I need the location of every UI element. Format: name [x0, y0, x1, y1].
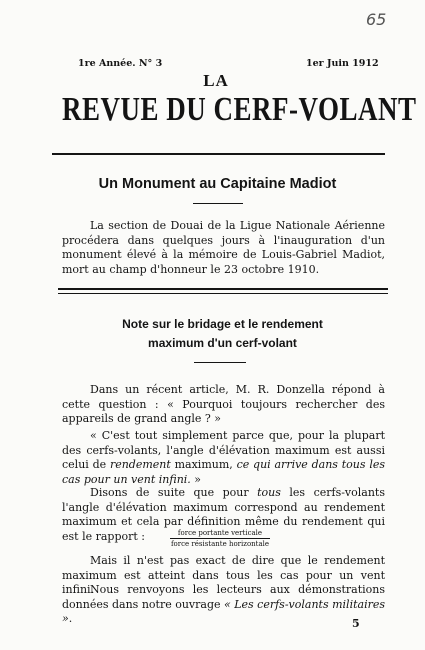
- fraction-numerator: force portante verticale: [170, 528, 270, 539]
- paragraph-quote: [62, 429, 385, 487]
- section-divider-bottom: [58, 293, 388, 294]
- article2-title-line2: maximum d'un cerf-volant: [148, 336, 297, 350]
- quote-emphasis-vent: ce qui arrive dans tous les cas pour un vent infini.: [62, 458, 385, 486]
- quote-close: »: [190, 472, 202, 486]
- reference-text: Nous renvoyons les lecteurs aux démonstrations données dans notre ouvrage: [62, 583, 385, 611]
- quote-emphasis-rendement: rendement: [109, 458, 171, 471]
- paragraph-correction: Mais il n'est pas exact de dire que le rendement maximum est atteint dans tous les cas pour un vent infini.: [62, 554, 385, 596]
- quote-text-c: maximum,: [170, 458, 237, 471]
- handwritten-page-number: 65: [366, 10, 387, 29]
- page-number: 5: [352, 617, 360, 630]
- ratio-fraction: [170, 528, 270, 549]
- article2-title-line1: Note sur le bridage et le rendement: [122, 317, 323, 331]
- definition-emphasis-tous: tous: [257, 486, 281, 499]
- quote-text-a: « C'est tout simplement parce que, pour la plupart des cerfs-volants, l'angle d'élévation maximum est aussi celui de: [62, 429, 385, 471]
- masthead-la: LA: [203, 71, 229, 90]
- reference-end: .: [68, 612, 73, 625]
- article2-title-underline: [194, 362, 246, 363]
- fraction-denominator: force résistante horizontale: [170, 540, 270, 548]
- masthead-title: REVUE DU CERF-VOLANT: [62, 90, 417, 128]
- paragraph-question: Dans un récent article, M. R. Donzella répond à cette question : « Pourquoi toujours rechercher des appareils de grand angle ? »: [62, 383, 385, 425]
- paragraph-reference: [62, 583, 385, 627]
- issue-number: 1re Année. N° 3: [78, 58, 163, 69]
- definition-text-a: Disons de suite que pour: [90, 486, 258, 499]
- issue-date: 1er Juin 1912: [306, 58, 379, 69]
- section-divider-top: [58, 288, 388, 290]
- article1-title-underline: [193, 203, 243, 204]
- reference-book-title: « Les cerfs-volants militaires »: [62, 597, 385, 625]
- article2-title: [62, 315, 383, 353]
- masthead-rule: [52, 153, 385, 155]
- definition-text-c: les cerfs-volants l'angle d'élévation maximum correspond au rendement maximum et cela par définition même du rendement qui est le rapport :: [62, 486, 385, 543]
- article1-title: Un Monument au Capitaine Madiot: [98, 176, 337, 192]
- article1-text: La section de Douai de la Ligue Nationale Aérienne procédera dans quelques jours à l'inauguration d'un monument élevé à la mémoire de Louis-Gabriel Madiot, mort au champ d'honneur le 23 octobre 1910.: [62, 219, 385, 276]
